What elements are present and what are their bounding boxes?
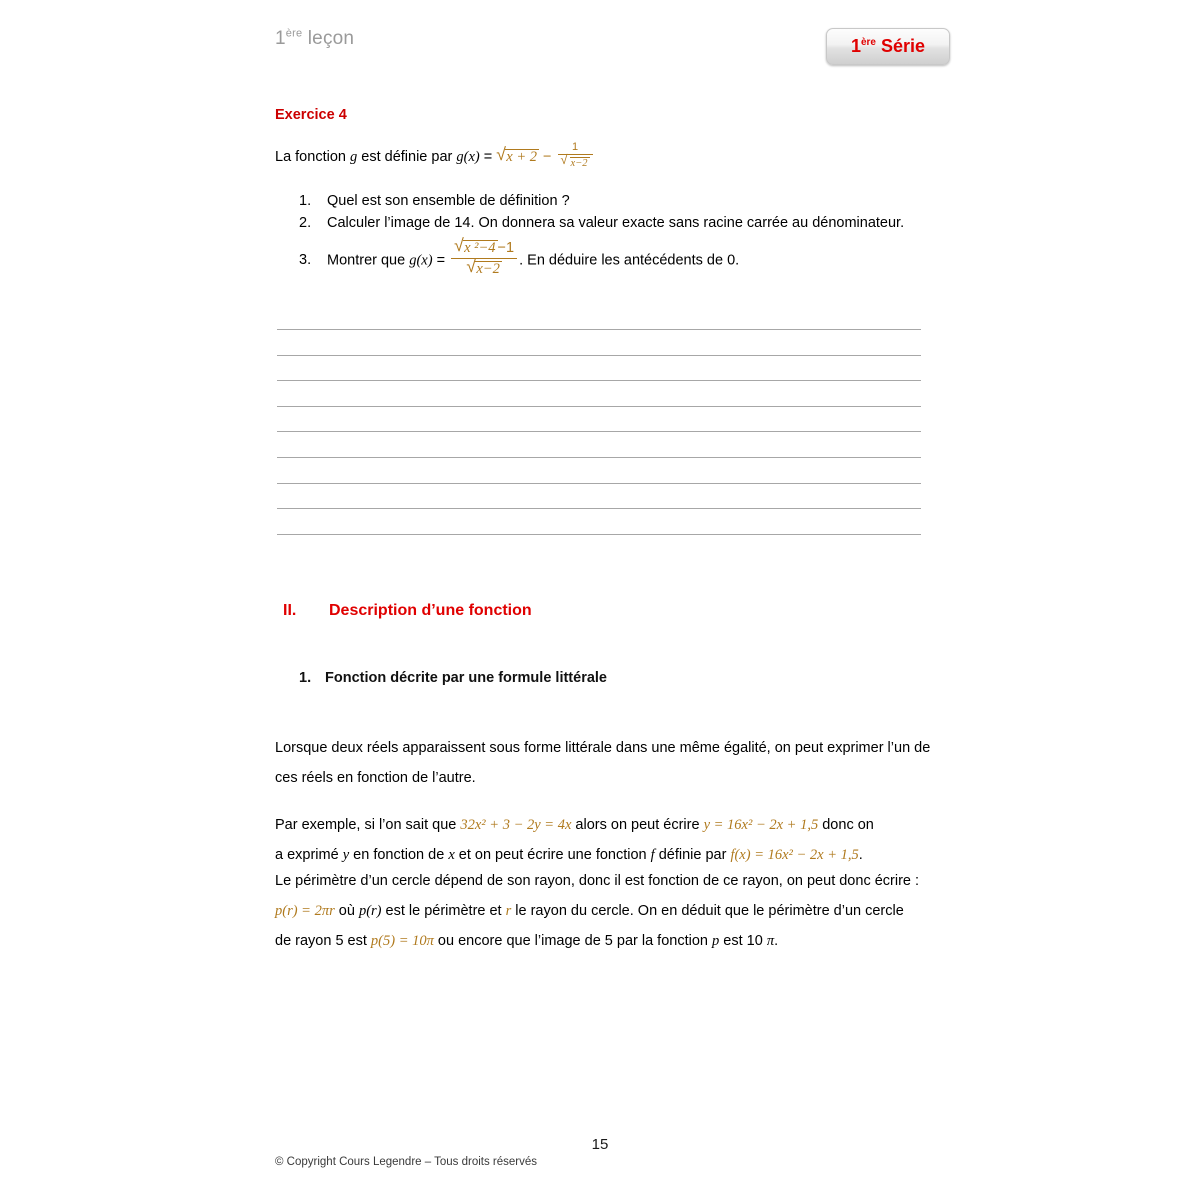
exercise-title: Exercice 4 <box>275 107 347 123</box>
question-number-2: 2. <box>299 215 312 231</box>
page-number: 15 <box>591 1136 609 1153</box>
header-lesson-word: leçon <box>302 28 355 49</box>
p2-l2-equation: f(x) = 16x² − 2x + 1,5 <box>730 847 859 863</box>
p3-l2-variable-r: r <box>505 903 512 919</box>
p2-l2-text-b: en fonction de <box>349 847 449 863</box>
answer-ruled-lines <box>277 329 921 559</box>
paragraph-1-line-1: Lorsque deux réels apparaissent sous forme littérale dans une même égalité, on peut exprimer l’un de <box>275 740 931 756</box>
p2-l2-text-c: et on peut écrire une fonction <box>454 847 651 863</box>
p3-l3-function-p: p <box>712 933 720 949</box>
question3-equals: = <box>432 252 450 269</box>
p2-l1-text-a: Par exemple, si l’on sait que <box>275 817 461 833</box>
p3-l3-pi-symbol: π <box>766 933 775 949</box>
subsection-title: Fonction décrite par une formule littérale <box>325 670 607 686</box>
header-lesson-number: 1 <box>275 28 286 49</box>
p3-l3-text-a: de rayon 5 est <box>275 933 371 949</box>
question-number-1: 1. <box>299 193 312 209</box>
copyright-notice: © Copyright Cours Legendre – Tous droits réservés <box>275 1156 538 1168</box>
question3-tail: . En déduire les antécédents de 0. <box>519 252 740 269</box>
subsection-heading-1 <box>299 670 607 686</box>
sqrt-radicand: x + 2 <box>506 149 537 166</box>
ruled-line <box>277 457 921 458</box>
statement-mid: est définie par <box>357 149 457 166</box>
question-text-1: Quel est son ensemble de définition ? <box>327 193 570 209</box>
p3-l2-equation: p(r) = 2πr <box>275 903 335 919</box>
section-heading-2 <box>283 602 532 620</box>
paragraph-2 <box>275 810 923 870</box>
sqrt-x-plus-2 <box>496 148 539 165</box>
p3-l3-text-c: est 10 <box>719 933 767 949</box>
section-number: II. <box>283 602 297 619</box>
question-item-3 <box>299 241 919 280</box>
serie-badge-ordinal: ère <box>860 37 876 48</box>
page-header <box>0 0 1200 92</box>
question-text-3 <box>327 241 739 280</box>
statement-minus: − <box>539 149 556 166</box>
header-lesson-ordinal: ère <box>285 27 303 40</box>
p3-l2-text-c: le rayon du cercle. On en déduit que le périmètre d’un cercle <box>511 903 904 919</box>
header-lesson-label <box>275 28 354 50</box>
p2-l2-text-d: définie par <box>654 847 731 863</box>
fraction-one-over-sqrt <box>558 141 593 170</box>
statement-equals: = <box>479 149 497 166</box>
paragraph-1-line-2: ces réels en fonction de l’autre. <box>275 770 476 786</box>
paragraph-3-line-1: Le périmètre d’un cercle dépend de son rayon, donc il est fonction de ce rayon, on peut donc écrire : <box>275 873 920 889</box>
question-item-2 <box>299 215 919 231</box>
p2-l1-equation-1: 32x² + 3 − 2y = 4x <box>460 817 572 833</box>
serie-badge-text <box>851 36 925 57</box>
question-text-2: Calculer l’image de 14. On donnera sa valeur exacte sans racine carrée au dénominateur. <box>327 215 905 231</box>
fraction-denominator <box>558 155 593 170</box>
sqrt-radicand-den: x−2 <box>570 158 588 170</box>
sqrt-x-squared-minus-4 <box>454 239 497 257</box>
paragraph-2-line-1 <box>275 810 923 840</box>
paragraph-3 <box>275 866 923 956</box>
ruled-line <box>277 380 921 381</box>
ruled-line <box>277 508 921 509</box>
ruled-line <box>277 406 921 407</box>
fraction-q3-numerator-tail: −1 <box>497 240 515 256</box>
p2-l2-text-a: a exprimé <box>275 847 343 863</box>
p2-l1-equation-2: y = 16x² − 2x + 1,5 <box>703 817 819 833</box>
p3-l2-text-b: est le périmètre et <box>381 903 506 919</box>
serie-badge-number: 1 <box>850 36 861 56</box>
exercise-statement <box>275 143 595 172</box>
sqrt-q3-den-radicand: x−2 <box>476 260 500 277</box>
statement-function-notation: g(x) <box>456 149 480 166</box>
statement-prefix: La fonction <box>275 149 350 166</box>
fraction-q3-denominator <box>451 259 517 278</box>
p3-l3-equation: p(5) = 10π <box>370 933 434 949</box>
fraction-q3 <box>451 239 517 278</box>
paragraph-3-line-2 <box>275 896 923 926</box>
ruled-line <box>277 483 921 484</box>
question-item-1 <box>299 193 919 209</box>
paragraph-1 <box>275 733 931 793</box>
serie-badge-word: Série <box>875 36 926 56</box>
ruled-line <box>277 329 921 330</box>
section-title: Description d’une fonction <box>329 602 532 619</box>
p3-l2-function-pr: p(r) <box>358 903 382 919</box>
p2-l2-variable-x: x <box>448 847 455 863</box>
serie-badge[interactable] <box>826 28 950 65</box>
p3-l3-text-d: . <box>774 933 779 949</box>
p2-l2-text-e: . <box>858 847 863 863</box>
fraction-numerator: 1 <box>558 141 593 155</box>
subsection-number: 1. <box>299 670 312 686</box>
p2-l1-text-c: donc on <box>818 817 874 833</box>
sqrt-x-minus-2 <box>561 156 590 170</box>
ruled-line <box>277 534 921 535</box>
p3-l2-text-a: où <box>334 903 359 919</box>
statement-function-variable: g <box>349 149 358 166</box>
ruled-line <box>277 431 921 432</box>
p2-l2-function-f: f <box>650 847 655 863</box>
p2-l2-variable-y: y <box>342 847 350 863</box>
p2-l1-text-b: alors on peut écrire <box>571 817 704 833</box>
ruled-line <box>277 355 921 356</box>
paragraph-3-line-3 <box>275 926 923 956</box>
question3-function-notation: g(x) <box>409 252 433 269</box>
question-number-3: 3. <box>299 252 312 269</box>
sqrt-q3-denominator <box>466 260 501 278</box>
fraction-q3-numerator <box>451 239 517 259</box>
question3-lead: Montrer que <box>327 252 410 269</box>
p3-l3-text-b: ou encore que l’image de 5 par la fonction <box>433 933 712 949</box>
exercise-question-list <box>299 193 919 286</box>
sqrt-q3-radicand: x ²−4 <box>464 240 496 256</box>
